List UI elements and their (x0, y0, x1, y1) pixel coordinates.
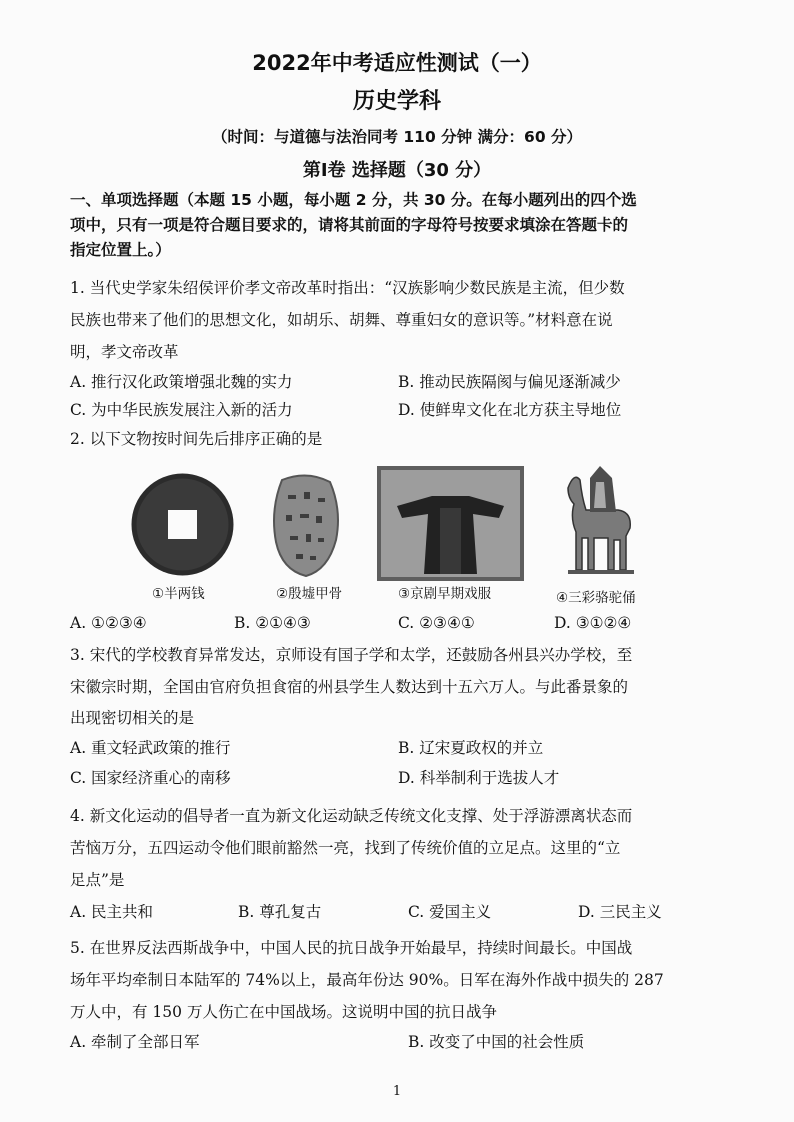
q3-stem-line-1: 3. 宋代的学校教育异常发达，京师设有国子学和太学，还鼓励各州县兴办学校，至 (70, 646, 633, 664)
q2-option-b: B. ②①④③ (234, 614, 311, 632)
q2-option-d: D. ③①②④ (554, 614, 632, 632)
page-number: 1 (392, 1084, 402, 1099)
exam-title: 2022年中考适应性测试（一） (252, 51, 542, 75)
q3-option-c: C. 国家经济重心的南移 (70, 769, 231, 787)
exam-info: （时间：与道德与法治同考 110 分钟 满分：60 分） (211, 128, 582, 146)
q1-stem-line-3: 明，孝文帝改革 (70, 343, 179, 361)
q4-stem-line-1: 4. 新文化运动的倡导者一直为新文化运动缺乏传统文化支撑、处于浮游漂离状态而 (70, 807, 633, 825)
q2-stem: 2. 以下文物按时间先后排序正确的是 (70, 430, 323, 448)
q5-option-a: A. 牵制了全部日军 (70, 1033, 200, 1051)
q4-option-b: B. 尊孔复古 (238, 903, 322, 921)
caption-camel: ④三彩骆驼俑 (556, 590, 636, 606)
instructions-line-1: 一、单项选择题（本题 15 小题，每小题 2 分，共 30 分。在每小题列出的四个选 (70, 191, 637, 209)
section-title: 第Ⅰ卷 选择题（30 分） (302, 160, 492, 181)
q2-option-a: A. ①②③④ (70, 614, 147, 632)
caption-opera-costume: ③京剧早期戏服 (398, 586, 492, 602)
q1-stem-line-2: 民族也带来了他们的思想文化，如胡乐、胡舞、尊重妇女的意识等。”材料意在说 (70, 311, 613, 329)
q5-option-b: B. 改变了中国的社会性质 (408, 1033, 585, 1051)
q4-stem-line-2: 苦恼万分，五四运动令他们眼前豁然一亮，找到了传统价值的立足点。这里的“立 (70, 839, 621, 857)
q1-option-c: C. 为中华民族发展注入新的活力 (70, 401, 293, 419)
q5-stem-line-3: 万人中，有 150 万人伤亡在中国战场。这说明中国的抗日战争 (70, 1003, 497, 1021)
q5-stem-line-1: 5. 在世界反法西斯战争中，中国人民的抗日战争开始最早，持续时间最长。中国战 (70, 939, 633, 957)
ban-liang-coin-icon (130, 472, 235, 577)
q2-option-c: C. ②③④① (398, 614, 475, 632)
q1-option-b: B. 推动民族隔阂与偏见逐渐减少 (398, 373, 621, 391)
q3-stem-line-3: 出现密切相关的是 (70, 709, 195, 727)
q3-option-a: A. 重文轻武政策的推行 (70, 739, 231, 757)
q4-option-c: C. 爱国主义 (408, 903, 492, 921)
q1-option-a: A. 推行汉化政策增强北魏的实力 (70, 373, 293, 391)
caption-coin: ①半两钱 (152, 586, 205, 602)
subject-title: 历史学科 (352, 89, 441, 114)
instructions-line-2: 项中，只有一项是符合题目要求的，请将其前面的字母符号按要求填涂在答题卡的 (70, 216, 629, 234)
q4-option-d: D. 三民主义 (578, 903, 662, 921)
q4-stem-line-3: 足点”是 (70, 871, 125, 889)
q3-option-b: B. 辽宋夏政权的并立 (398, 739, 544, 757)
q4-option-a: A. 民主共和 (70, 903, 154, 921)
q1-stem-line-1: 1. 当代史学家朱绍侯评价孝文帝改革时指出：“汉族影响少数民族是主流，但少数 (70, 279, 625, 297)
sancai-camel-icon (560, 458, 642, 578)
q5-stem-line-2: 场年平均牵制日本陆军的 74%以上，最高年份达 90%。日军在海外作战中损失的 287 (70, 971, 664, 989)
q3-stem-line-2: 宋徽宗时期，全国由官府负担食宿的州县学生人数达到十五六万人。与此番景象的 (70, 678, 629, 696)
instructions-line-3: 指定位置上。） (70, 241, 171, 259)
q1-option-d: D. 使鲜卑文化在北方获主导地位 (398, 401, 622, 419)
oracle-bone-icon (268, 470, 346, 580)
opera-costume-icon (377, 466, 524, 581)
q3-option-d: D. 科举制利于选拔人才 (398, 769, 560, 787)
caption-oracle-bone: ②殷墟甲骨 (276, 586, 343, 602)
